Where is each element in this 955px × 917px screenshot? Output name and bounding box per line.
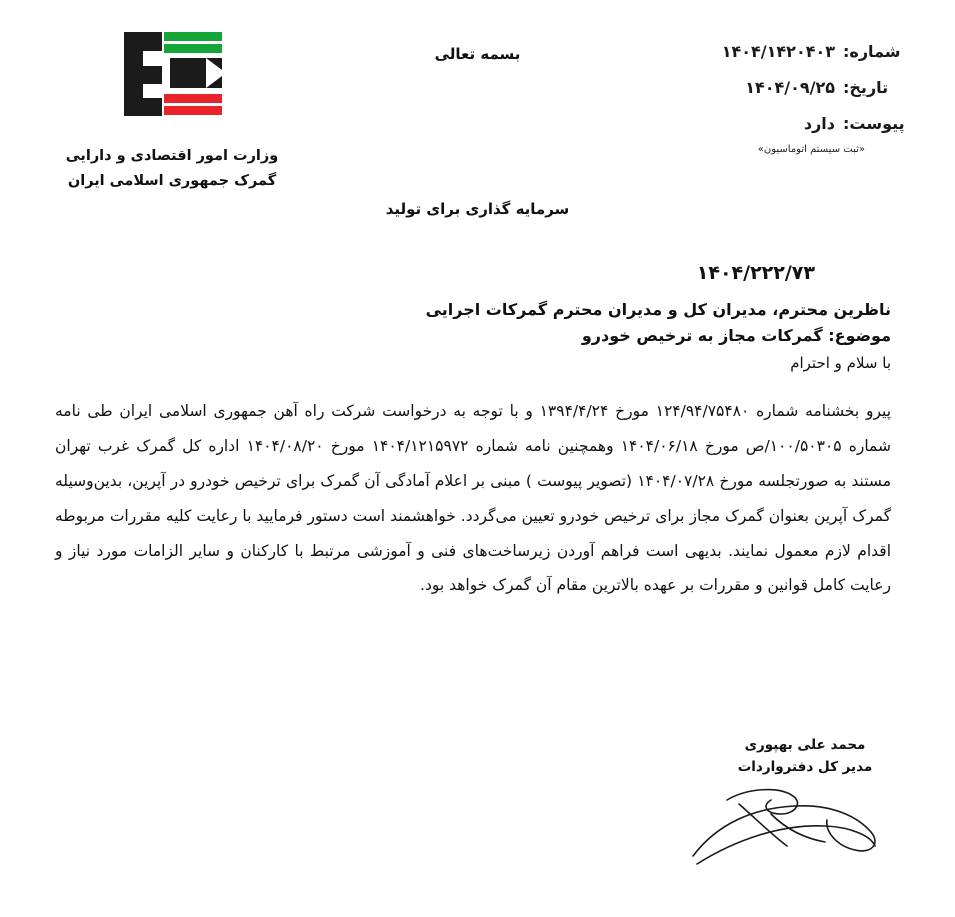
meta-row-attachment <box>657 114 927 133</box>
signature-title: مدیر کل دفترواردات <box>737 758 873 775</box>
letter-subject: موضوع: گمرکات مجاز به ترخیص خودرو <box>581 326 891 345</box>
meta-value-number: ۱۴۰۴/۱۴۲۰۴۰۳ <box>721 42 835 61</box>
slogan-text: سرمایه گذاری برای تولید <box>385 200 570 218</box>
document-number: ۱۴۰۴/۲۲۲/۷۳ <box>696 262 815 284</box>
meta-label-number: شماره: <box>843 42 901 61</box>
customs-logo-icon <box>114 26 230 130</box>
automation-stamp-note: «ثبت سیستم اتوماسیون» <box>757 144 865 155</box>
meta-value-attachment: دارد <box>803 114 835 133</box>
organization-name-line1: وزارت امور اقتصادی و دارایی <box>65 148 279 164</box>
meta-value-date: ۱۴۰۴/۰۹/۲۵ <box>745 78 835 97</box>
meta-label-attachment: پیوست: <box>843 114 905 133</box>
letter-addressee: ناظرین محترم، مدیران کل و مدیران محترم گمرکات اجرایی <box>425 300 891 319</box>
letter-body <box>55 300 891 603</box>
basmala-text: بسمه تعالی <box>434 45 521 63</box>
letter-greeting: با سلام و احترام <box>790 354 891 372</box>
handwritten-signature-icon <box>655 784 955 874</box>
meta-label-date: تاریخ: <box>843 78 889 97</box>
document-meta <box>657 42 927 155</box>
letter-paragraph: پیرو بخشنامه شماره ۱۲۴/۹۴/۷۵۴۸۰ مورخ ۱۳۹۴/۴/۲۴ و با توجه به درخواست شرکت راه آهن جمهوری اسلامی ایران طی نامه شماره ۱۰۰/۵۰۳۰۵/ص مورخ ۱۴۰۴/۰۶/۱۸ وهمچنین نامه شماره ۱۴۰۴/۱۲۱۵۹۷۲ مورخ ۱۴۰۴/۰۸/۲۰ اداره کل گمرک غرب تهران مستند به صورتجلسه مورخ ۱۴۰۴/۰۷/۲۸ (تصویر پیوست ) مبنی بر اعلام آمادگی آن گمرک برای ترخیص خودرو در آپرین، بدین‌وسیله گمرک آپرین بعنوان گمرک مجاز برای ترخیص خودرو تعیین می‌گردد. خواهشمند است دستور فرمایید با رعایت کلیه مقررات مربوطه اقدام لازم معمول نمایند. بدیهی است فراهم آوردن زیرساخت‌های فنی و آموزشی مرتبط با کارکنان و سایر الزامات مورد نیاز و رعایت کامل قوانین و مقررات بر عهده بالاترین مقام آن گمرک خواهد بود. <box>55 402 892 595</box>
organization-logo-block <box>52 26 292 195</box>
organization-name-line2: گمرک جمهوری اسلامی ایران <box>67 173 277 190</box>
signature-block <box>655 735 955 874</box>
meta-row-number <box>657 42 927 61</box>
document-header <box>0 0 955 200</box>
signature-name: محمد علی بهپوری <box>744 737 866 753</box>
meta-row-date <box>657 78 927 97</box>
organization-name <box>52 144 292 195</box>
